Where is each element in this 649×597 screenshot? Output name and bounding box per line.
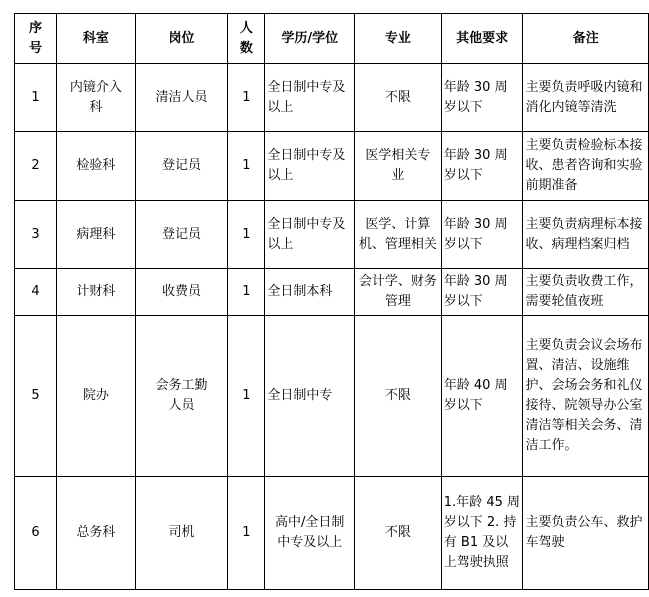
cell-post: 司机 <box>135 477 228 590</box>
cell-other: 年龄 40 周岁以下 <box>441 316 523 477</box>
cell-count: 1 <box>228 269 265 316</box>
header-no: 序号 <box>15 14 57 64</box>
cell-post: 登记员 <box>135 132 228 201</box>
cell-no: 1 <box>15 64 57 132</box>
cell-other: 年龄 30 周岁以下 <box>441 132 523 201</box>
cell-other: 年龄 30 周岁以下 <box>441 269 523 316</box>
cell-count: 1 <box>228 201 265 269</box>
cell-no: 3 <box>15 201 57 269</box>
cell-post: 会务工勤人员 <box>135 316 228 477</box>
cell-dept: 总务科 <box>56 477 135 590</box>
cell-edu: 高中/全日制中专及以上 <box>265 477 355 590</box>
cell-dept: 计财科 <box>56 269 135 316</box>
header-post: 岗位 <box>135 14 228 64</box>
cell-edu: 全日制本科 <box>265 269 355 316</box>
cell-remark: 主要负责公车、救护车驾驶 <box>523 477 649 590</box>
table-row <box>15 316 649 477</box>
cell-major: 不限 <box>355 64 442 132</box>
recruitment-table <box>14 13 649 590</box>
cell-no: 5 <box>15 316 57 477</box>
cell-edu: 全日制中专及以上 <box>265 64 355 132</box>
table-row <box>15 201 649 269</box>
cell-edu: 全日制中专及以上 <box>265 201 355 269</box>
cell-major: 会计学、财务管理 <box>355 269 442 316</box>
table-row <box>15 64 649 132</box>
cell-other: 1.年龄 45 周岁以下 2. 持有 B1 及以上驾驶执照 <box>441 477 523 590</box>
cell-other: 年龄 30 周岁以下 <box>441 64 523 132</box>
table-row <box>15 132 649 201</box>
cell-remark: 主要负责收费工作，需要轮值夜班 <box>523 269 649 316</box>
header-count: 人数 <box>228 14 265 64</box>
header-row <box>15 14 649 64</box>
cell-count: 1 <box>228 316 265 477</box>
cell-major: 不限 <box>355 316 442 477</box>
cell-other: 年龄 30 周岁以下 <box>441 201 523 269</box>
cell-dept: 内镜介入科 <box>56 64 135 132</box>
table-row <box>15 477 649 590</box>
header-remark: 备注 <box>523 14 649 64</box>
cell-post: 登记员 <box>135 201 228 269</box>
cell-count: 1 <box>228 477 265 590</box>
cell-dept: 检验科 <box>56 132 135 201</box>
cell-major: 医学、计算机、管理相关 <box>355 201 442 269</box>
cell-post: 收费员 <box>135 269 228 316</box>
cell-major: 医学相关专业 <box>355 132 442 201</box>
cell-no: 4 <box>15 269 57 316</box>
cell-edu: 全日制中专及以上 <box>265 132 355 201</box>
cell-count: 1 <box>228 64 265 132</box>
cell-remark: 主要负责检验标本接收、患者咨询和实验前期准备 <box>523 132 649 201</box>
cell-dept: 院办 <box>56 316 135 477</box>
cell-count: 1 <box>228 132 265 201</box>
header-dept: 科室 <box>56 14 135 64</box>
header-other: 其他要求 <box>441 14 523 64</box>
cell-no: 2 <box>15 132 57 201</box>
cell-edu: 全日制中专 <box>265 316 355 477</box>
cell-major: 不限 <box>355 477 442 590</box>
cell-post: 清洁人员 <box>135 64 228 132</box>
cell-dept: 病理科 <box>56 201 135 269</box>
cell-remark: 主要负责会议会场布置、清洁、设施维护、会场会务和礼仪接待、院领导办公室清洁等相关会务、清洁工作。 <box>523 316 649 477</box>
header-major: 专业 <box>355 14 442 64</box>
cell-no: 6 <box>15 477 57 590</box>
cell-remark: 主要负责病理标本接收、病理档案归档 <box>523 201 649 269</box>
table-row <box>15 269 649 316</box>
cell-remark: 主要负责呼吸内镜和消化内镜等清洗 <box>523 64 649 132</box>
header-edu: 学历/学位 <box>265 14 355 64</box>
